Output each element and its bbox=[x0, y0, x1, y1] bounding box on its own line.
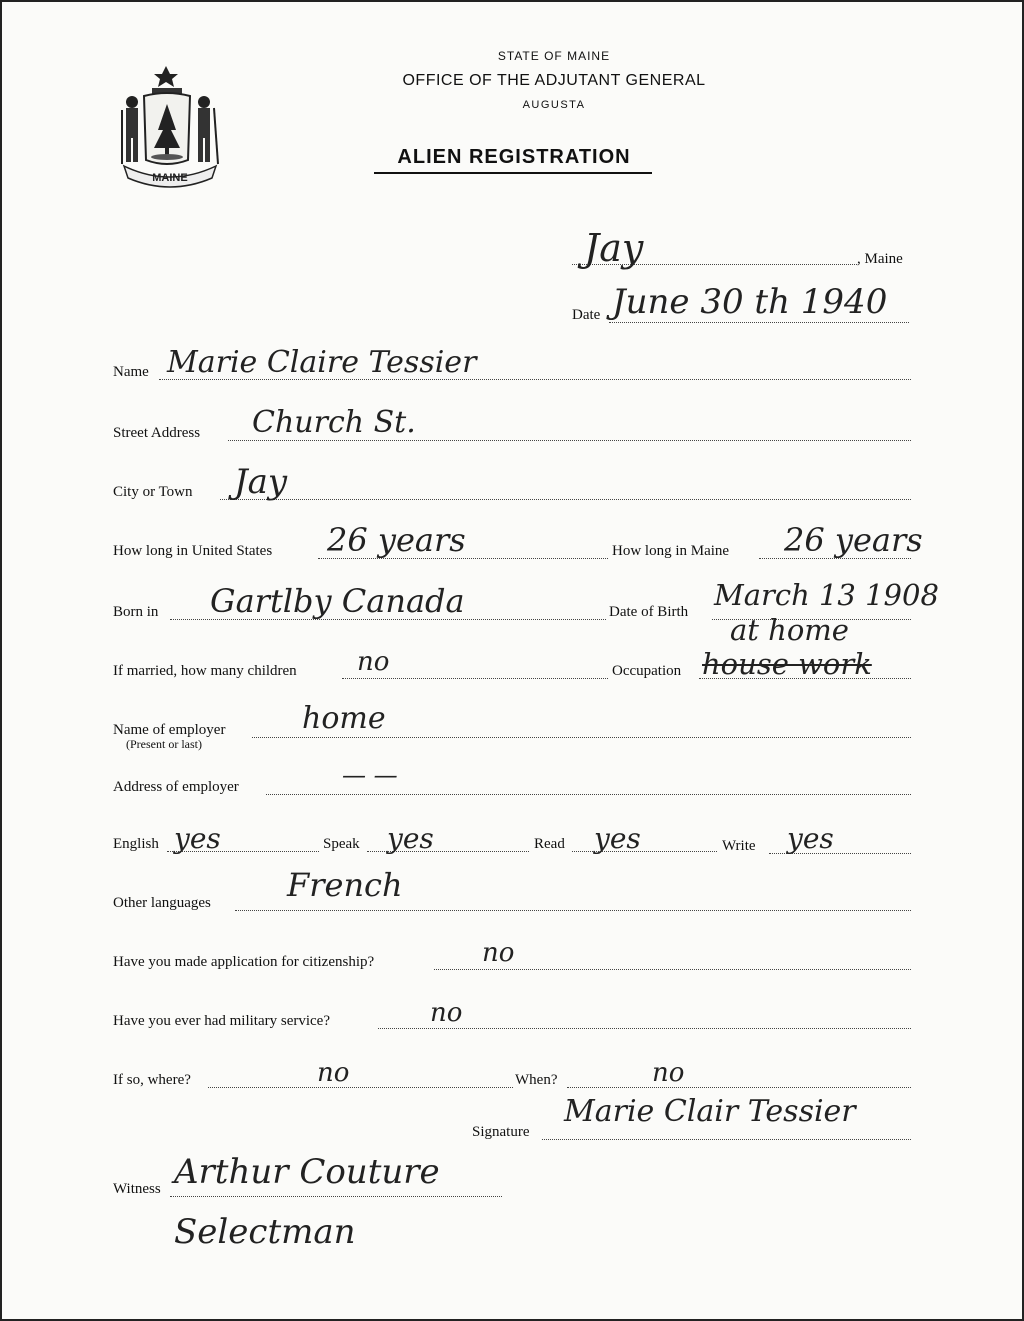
born-value: Gartlby Canada bbox=[210, 582, 465, 620]
occupation-struck-value: house work bbox=[702, 647, 872, 681]
us-duration-value: 26 years bbox=[327, 521, 466, 559]
when-value: no bbox=[652, 1058, 685, 1088]
when-line bbox=[567, 1087, 911, 1088]
employer-address-label: Address of employer bbox=[113, 779, 239, 795]
header-office: OFFICE OF THE ADJUTANT GENERAL bbox=[402, 72, 706, 89]
read-label: Read bbox=[534, 836, 565, 852]
children-value: no bbox=[357, 647, 390, 677]
date-value: June 30 th 1940 bbox=[612, 282, 888, 322]
street-line bbox=[228, 440, 911, 441]
other-languages-value: French bbox=[287, 866, 403, 904]
dob-label: Date of Birth bbox=[609, 604, 689, 620]
maine-duration-label: How long in Maine bbox=[612, 543, 730, 559]
citizenship-label: Have you made application for citizenship? bbox=[113, 954, 375, 970]
title-underline bbox=[374, 172, 652, 174]
employer-sublabel: (Present or last) bbox=[126, 737, 202, 751]
witness-line bbox=[170, 1196, 502, 1197]
citizenship-value: no bbox=[482, 938, 515, 968]
city-label: City or Town bbox=[113, 484, 193, 500]
write-label: Write bbox=[722, 838, 756, 854]
town-suffix: , Maine bbox=[857, 251, 903, 267]
occupation-label: Occupation bbox=[612, 663, 682, 679]
maine-duration-value: 26 years bbox=[784, 521, 923, 559]
write-value: yes bbox=[787, 822, 834, 855]
english-value: yes bbox=[174, 822, 221, 855]
date-line bbox=[609, 322, 909, 323]
military-label: Have you ever had military service? bbox=[113, 1013, 330, 1029]
military-value: no bbox=[430, 998, 463, 1028]
other-languages-line bbox=[235, 910, 911, 911]
born-label: Born in bbox=[113, 604, 159, 620]
name-label: Name bbox=[113, 364, 149, 380]
when-label: When? bbox=[515, 1072, 558, 1088]
town-value: Jay bbox=[584, 226, 644, 270]
signature-line bbox=[542, 1139, 911, 1140]
military-line bbox=[378, 1028, 911, 1029]
where-value: no bbox=[317, 1058, 350, 1088]
city-line bbox=[220, 499, 911, 500]
english-label: English bbox=[113, 836, 159, 852]
citizenship-line bbox=[434, 969, 911, 970]
read-value: yes bbox=[594, 822, 641, 855]
employer-line bbox=[252, 737, 911, 738]
other-languages-label: Other languages bbox=[113, 895, 211, 911]
children-line bbox=[342, 678, 608, 679]
city-value: Jay bbox=[234, 462, 288, 502]
signature-label: Signature bbox=[472, 1124, 530, 1140]
signature-value: Marie Clair Tessier bbox=[564, 1094, 856, 1129]
where-line bbox=[208, 1087, 513, 1088]
header-state: STATE OF MAINE bbox=[497, 49, 611, 63]
header-city: AUGUSTA bbox=[522, 99, 586, 111]
dob-value: March 13 1908 bbox=[714, 578, 939, 612]
children-label: If married, how many children bbox=[113, 663, 297, 679]
speak-label: Speak bbox=[323, 836, 360, 852]
witness-title: Selectman bbox=[174, 1212, 356, 1252]
employer-address-line bbox=[266, 794, 911, 795]
employer-address-value: — — bbox=[342, 761, 398, 789]
svg-text:MAINE: MAINE bbox=[152, 172, 188, 184]
occupation-value: at home bbox=[730, 613, 849, 647]
name-value: Marie Claire Tessier bbox=[167, 345, 477, 380]
date-label: Date bbox=[572, 307, 601, 323]
us-duration-label: How long in United States bbox=[113, 543, 273, 559]
street-value: Church St. bbox=[252, 405, 416, 440]
street-label: Street Address bbox=[113, 425, 201, 441]
where-label: If so, where? bbox=[113, 1072, 191, 1088]
employer-label: Name of employer bbox=[113, 722, 226, 738]
form-title: ALIEN REGISTRATION bbox=[397, 146, 631, 168]
witness-label: Witness bbox=[113, 1181, 161, 1197]
speak-value: yes bbox=[387, 822, 434, 855]
witness-value: Arthur Couture bbox=[174, 1152, 440, 1192]
employer-value: home bbox=[302, 701, 386, 736]
